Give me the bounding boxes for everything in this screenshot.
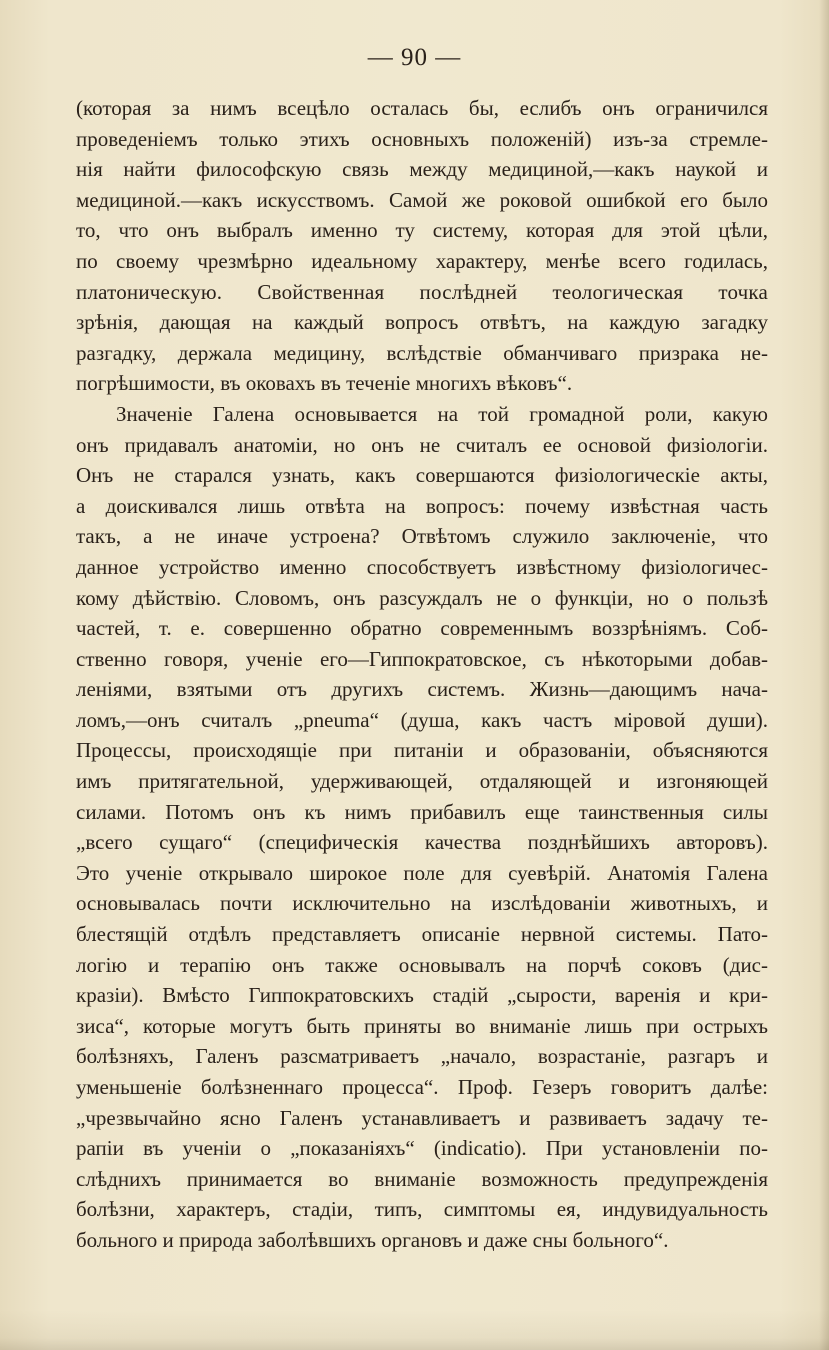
text-line: силами. Потомъ онъ къ нимъ прибавилъ еще таинственныя силы <box>76 799 768 824</box>
text-line: онъ придавалъ анатоміи, но онъ не считалъ ее основой физіологіи. <box>76 432 768 457</box>
text-line: медициной.—какъ искусствомъ. Самой же роковой ошибкой его было <box>76 187 768 212</box>
text-line: болѣзни, характеръ, стадіи, типъ, симптомы ея, индувидуальность <box>76 1197 768 1222</box>
text-line: болѣзняхъ, Галенъ разсматриваетъ „начало, возрастаніе, разгаръ и <box>76 1044 768 1069</box>
text-line: по своему чрезмѣрно идеальному характеру, менѣе всего годилась, <box>76 248 768 273</box>
page-number: — 90 — <box>367 44 462 71</box>
text-line: частей, т. е. совершенно обратно современнымъ воззрѣніямъ. Соб- <box>76 616 768 641</box>
text-line: слѣднихъ принимается во вниманіе возможность предупрежденія <box>76 1166 768 1191</box>
text-line: Это ученіе открывало широкое поле для суевѣрій. Анатомія Галена <box>76 860 768 885</box>
text-line: данное устройство именно способствуетъ извѣстному физіологичес- <box>76 554 768 579</box>
text-line: платоническую. Свойственная послѣдней теологическая точка <box>76 279 768 304</box>
text-line: зиса“, которые могутъ быть приняты во вниманіе лишь при острыхъ <box>76 1013 768 1038</box>
text-line: Процессы, происходящіе при питаніи и образованіи, объясняются <box>76 738 768 763</box>
text-line: проведеніемъ только этихъ основныхъ положеній) изъ-за стремле- <box>76 126 768 151</box>
text-line: ственно говоря, ученіе его—Гиппократовское, съ нѣкоторыми добав- <box>76 646 768 671</box>
text-line: кому дѣйствію. Словомъ, онъ разсуждалъ не о функціи, но о пользѣ <box>76 585 768 610</box>
text-line: Значеніе Галена основывается на той громадной роли, какую <box>116 401 768 426</box>
text-line: такъ, а не иначе устроена? Отвѣтомъ служило заключеніе, что <box>76 524 768 549</box>
text-line: нія найти философскую связь между медициной,—какъ наукой и <box>76 157 768 182</box>
text-line: Онъ не старался узнать, какъ совершаются физіологическіе акты, <box>76 463 768 488</box>
text-line: блестящій отдѣлъ представляетъ описаніе нервной системы. Пато- <box>76 922 768 947</box>
text-line: уменьшеніе болѣзненнаго процесса“. Проф. Гезеръ говоритъ далѣе: <box>76 1075 768 1099</box>
text-line: разгадку, держала медицину, вслѣдствіе обманчиваго призрака не- <box>76 340 768 365</box>
text-line: погрѣшимости, въ оковахъ въ теченіе многихъ вѣковъ“. <box>76 371 573 396</box>
text-line: кразіи). Вмѣсто Гиппократовскихъ стадій „сырости, варенія и кри- <box>76 983 768 1008</box>
text-line: больного и природа заболѣвшихъ органовъ и даже сны больного“. <box>76 1227 669 1252</box>
text-line: то, что онъ выбралъ именно ту систему, которая для этой цѣли, <box>76 218 768 243</box>
page-bottom-edge <box>0 1310 829 1350</box>
text-line: логію и терапію онъ также основывалъ на порчѣ соковъ (дис- <box>76 952 768 977</box>
text-line: зрѣнія, дающая на каждый вопросъ отвѣтъ, на каждую загадку <box>76 310 768 335</box>
text-line: леніями, взятыми отъ другихъ системъ. Жизнь—дающимъ нача- <box>76 677 768 702</box>
text-line: рапіи въ ученіи о „показаніяхъ“ (indicatio). При установленіи по- <box>76 1136 768 1161</box>
text-line: (которая за нимъ всецѣло осталась бы, еслибъ онъ ограничился <box>76 96 768 120</box>
text-line: имъ притягательной, удерживающей, отдаляющей и изгоняющей <box>76 769 768 794</box>
text-line: а доискивался лишь отвѣта на вопросъ: почему извѣстная часть <box>76 493 768 518</box>
text-line: ломъ,—онъ считалъ „pneuma“ (душа, какъ частъ міровой души). <box>76 707 768 732</box>
page-right-edge <box>819 0 829 1350</box>
text-line: „всего сущаго“ (специфическія качества позднѣйшихъ авторовъ). <box>76 830 768 855</box>
text-body <box>76 93 768 1256</box>
text-line: „чрезвычайно ясно Галенъ устанавливаетъ и развиваетъ задачу те- <box>76 1105 768 1130</box>
text-line: основывалась почти исключительно на изслѣдованіи животныхъ, и <box>76 891 768 916</box>
